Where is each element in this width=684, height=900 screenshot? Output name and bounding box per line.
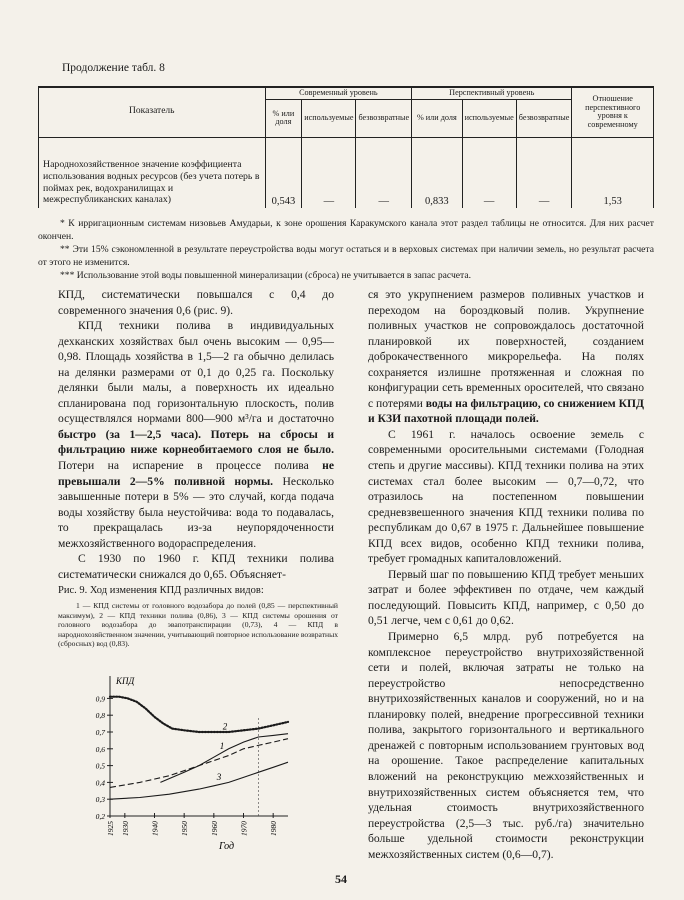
- kpd-chart: [68, 668, 298, 853]
- bold-text-span: не превышали 2—5% поливной нормы.: [58, 459, 334, 488]
- figure-caption: Рис. 9. Ход изменения КПД различных видов:: [58, 585, 264, 596]
- header-current-level: Современный уровень: [265, 87, 412, 99]
- x-tick-label: 1930: [120, 821, 130, 836]
- text-span: Несколько завышенные потери в 5% — это случай, когда подача воды хозяйству была неустойчива: вода то подавалась, то прекращалась из-за неупорядоченности межхозяйственного водораспределения.: [58, 474, 335, 550]
- cell-current-used: —: [302, 137, 356, 208]
- right-column: [368, 287, 644, 862]
- footnote-1: * К ирригационным системам низовьев Амударьи, к зоне орошения Каракумского канала этот раздел таблицы не относится. Для них расчет окончен.: [38, 218, 654, 242]
- series-line-3: [110, 762, 288, 799]
- footnote-2: ** Эти 15% сэкономленной в результате переустройства воды могут остаться и в верховых системах при наличии земель, но результат расчета от этого не изменится.: [38, 244, 654, 268]
- left-paragraph-3: С 1930 по 1960 г. КПД техники полива систематически снижался до 0,65. Объясняет-: [58, 552, 334, 581]
- series-line-4: [110, 739, 288, 788]
- y-tick-label: 0,3: [95, 795, 105, 805]
- right-paragraph-3: Первый шаг по повышению КПД требует меньших затрат и более эффективен по отдаче, чем каждый последующий. Повысить КПД, например, с 0,50 до 0,51 легче, чем с 0,61 до 0,62.: [368, 567, 644, 628]
- header-irrecoverable: безвозвратные: [356, 99, 412, 137]
- left-paragraph-1: КПД, систематически повышался с 0,4 до современного значения 0,6 (рис. 9).: [58, 288, 334, 317]
- header-share: % или доля: [265, 99, 302, 137]
- y-tick-label: 0,7: [95, 728, 105, 737]
- x-tick-label: 1970: [239, 821, 249, 836]
- right-paragraph-2: С 1961 г. началось освоение земель с современными оросительными системами (Голодная степь и другие массивы). КПД техники полива на этих системах стал более высоким — 0,7—0,72, что отразилось на постепенном повышении средневзвешенного значения КПД техники полива по республикам до 0,67 в 1975 г. Дальнейшее повышение КПД всех видов, особенно КПД техники полива, требует громадных капиталовложений.: [368, 427, 644, 566]
- x-tick-label: 1950: [180, 821, 190, 836]
- text-span: Потери на испарение в процессе полива: [58, 459, 323, 473]
- cell-future-share: 0,833: [412, 137, 462, 208]
- y-axis-label: КПД: [116, 676, 135, 686]
- figure-legend: [58, 601, 338, 649]
- text-span: КПД техники полива в индивидуальных дехканских хозяйствах был очень высоким — 0,95—0,98. Площадь хозяйства в 1,5—2 га обычно делилась на делянки размерами от 0,1 до 0,25 га. Поскольку делянки были малы, а поверхность их идеально спланирована под горизонтальную плоскость, полив осуществлялся нормами 800—900 м³/га и достаточно: [58, 319, 334, 426]
- x-tick-label: 1940: [150, 821, 160, 836]
- y-tick-label: 0,2: [95, 812, 105, 821]
- page-number: 54: [335, 872, 347, 886]
- x-tick-label: 1980: [269, 821, 279, 836]
- header-ratio: Отношение перспективного уровня к современному: [572, 87, 654, 137]
- figure-legend-text: 1 — КПД системы от головного водозабора до полей (0,85 — перспективный максимум), 2 — КПД техники полива (0,86), 3 — КПД системы орошения от головного водозабора до эвапотранспирации (0,73), 4 — КПД в народнохозяйственном значении, учитывающий повторное использование возвратных (сбросных) вод (0,83).: [58, 601, 339, 649]
- cell-future-irrecoverable: —: [516, 137, 572, 208]
- cell-future-used: —: [462, 137, 516, 208]
- left-column: [58, 287, 334, 582]
- row-label: Народнохозяйственное значение коэффициента использования водных ресурсов (без учета потерь в поймах рек, водохранилищах и межреспубликанских каналах): [39, 137, 266, 208]
- y-tick-label: 0,5: [95, 761, 105, 771]
- header-indicator: Показатель: [39, 87, 266, 137]
- y-tick-label: 0,8: [95, 711, 105, 721]
- curve-label: 3: [216, 771, 222, 782]
- header-used-future: используемые: [462, 99, 516, 137]
- x-tick-label: 1925: [106, 821, 115, 836]
- cell-ratio: 1,53: [572, 137, 654, 208]
- curve-label: 2: [222, 721, 228, 732]
- table-continuation-label: Продолжение табл. 8: [62, 62, 165, 74]
- series-line-2: [110, 697, 288, 732]
- x-axis-label: Год: [219, 841, 235, 852]
- y-tick-label: 0,9: [95, 694, 105, 704]
- data-table: [38, 86, 654, 208]
- y-tick-label: 0,4: [95, 778, 105, 788]
- curve-label: 1: [219, 740, 225, 751]
- header-irrecoverable-future: безвозвратные: [516, 99, 572, 137]
- table-footnotes: [38, 217, 654, 282]
- bold-text-span: быстро (за 1—2,5 часа). Потерь на сбросы и фильтрацию ниже корнеобитаемого слоя не было.: [58, 427, 334, 457]
- x-tick-label: 1960: [209, 821, 219, 836]
- header-share-future: % или доля: [412, 99, 462, 137]
- right-paragraph-4: Примерно 6,5 млрд. руб потребуется на комплексное переустройство внутрихозяйственной сети и полей, включая затраты не только на переустройство непосредственно внутрихозяйственных каналов и сооружений, но и на планировку полей, внедрение прогрессивной техники полива, закрытого горизонтального и вертикального дренажей с повторным использованием грунтовых вод на орошение. Такое распределение капитальных вложений на реконструкцию межхозяйственных и внутрихозяйственных систем объясняется тем, что удельная стоимость внутрихозяйственного переустройства (2,5—3 тыс. руб./га) значительно больше удельной стоимости реконструкции межхозяйственных систем (0,6—0,7).: [368, 630, 644, 861]
- footnote-3: *** Использование этой воды повышенной минерализации (сброса) не учитывается в запас расчета.: [60, 270, 472, 281]
- text-span: ся это укрупнением размеров поливных участков и переходом на бороздковый полив. Укрупнение поливных участков не сопровождалось достаточной планировкой их поверхностей, созданием доброкачественного микрорельефа. На полях сохраняется излишне протяженная и сложная по конфигурации сеть временных оросителей, что связано с потерями: [368, 288, 644, 410]
- y-tick-label: 0,6: [95, 744, 105, 754]
- cell-current-share: 0,543: [265, 137, 302, 208]
- header-future-level: Перспективный уровень: [412, 87, 572, 99]
- left-paragraph-2: [58, 318, 334, 551]
- header-used: используемые: [302, 99, 356, 137]
- bold-text-span: воды на фильтрацию, со снижением КПД и КЗИ пахотной площади полей.: [368, 396, 644, 426]
- right-paragraph-1: [368, 287, 644, 427]
- table-row: [39, 137, 654, 208]
- cell-current-irrecoverable: —: [356, 137, 412, 208]
